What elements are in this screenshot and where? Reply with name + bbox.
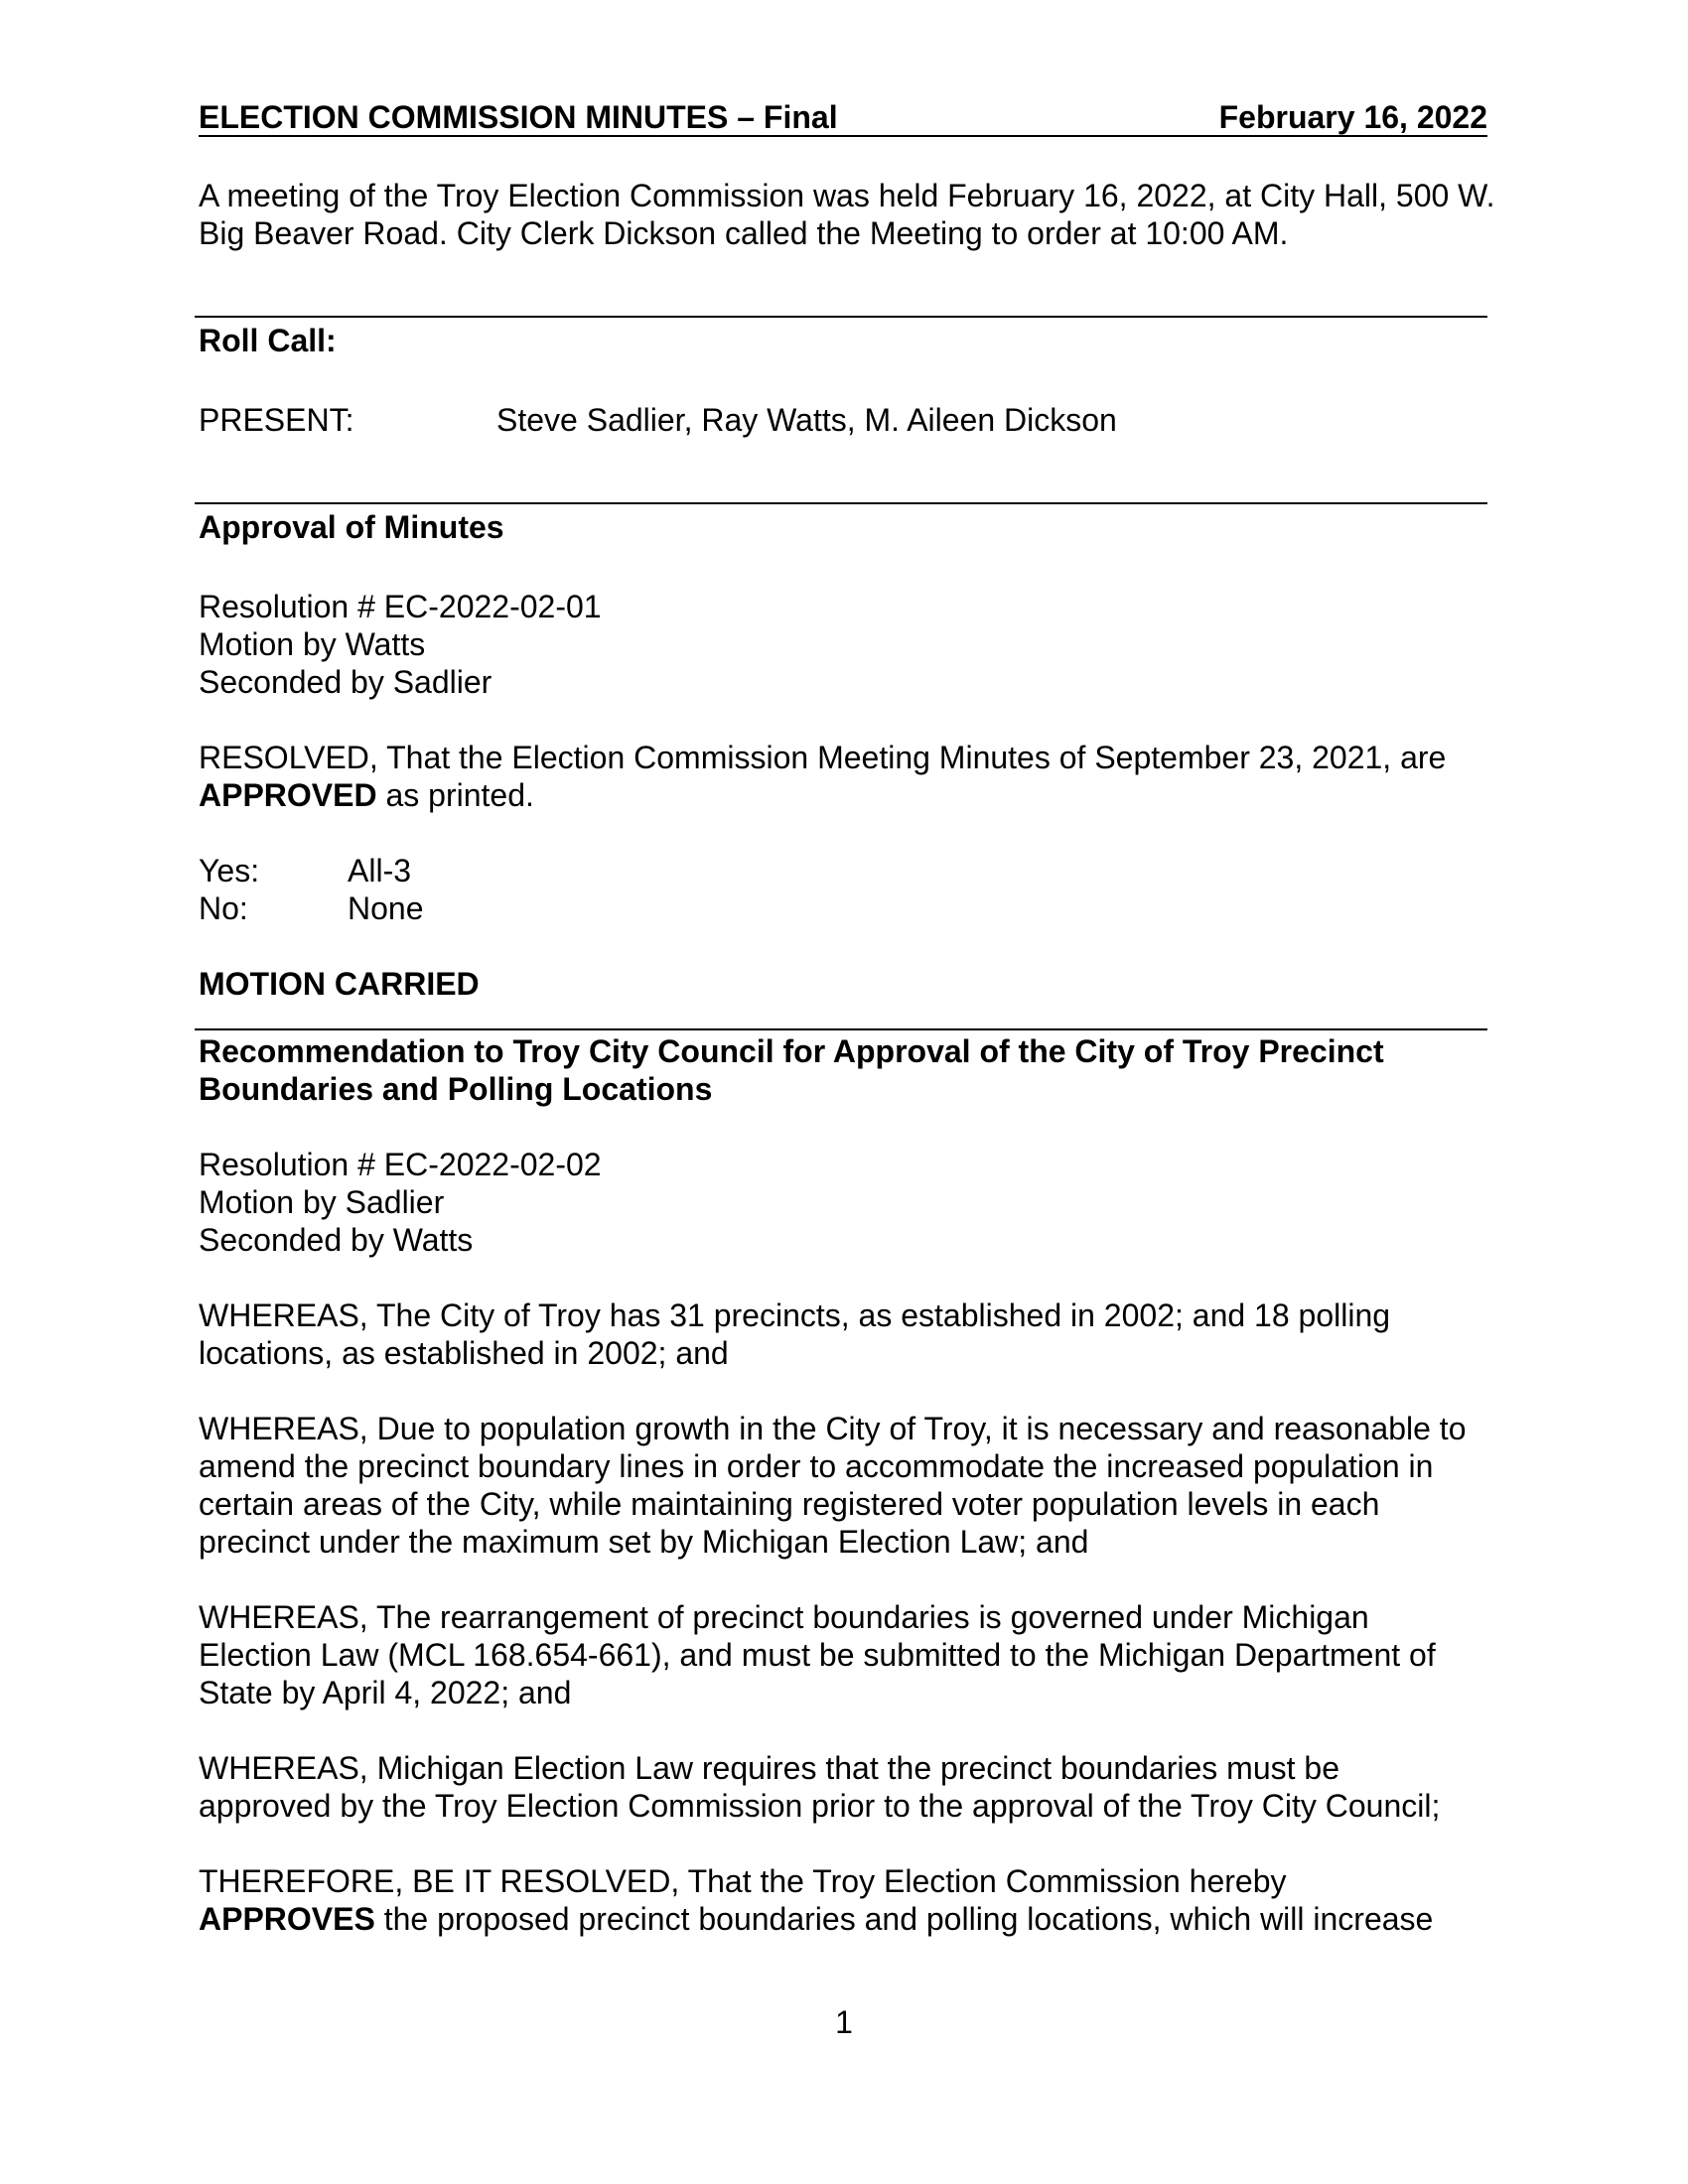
approval-seconded: Seconded by Sadlier [199, 664, 492, 700]
page-number: 1 [835, 2004, 853, 2040]
section-divider [195, 316, 1487, 318]
approval-heading: Approval of Minutes [199, 509, 504, 545]
recommendation-seconded: Seconded by Watts [199, 1222, 474, 1258]
therefore-paragraph [199, 1862, 1499, 1938]
therefore-text: THEREFORE, BE IT RESOLVED, That the Troy Election Commission hereby [199, 1863, 1287, 1899]
whereas-paragraph-3: WHEREAS, The rearrangement of precinct boundaries is governed under Michigan Election Law (MCL 168.654-661), and must be submitted to the Michigan Department of State by April 4, 2022; and [199, 1599, 1436, 1710]
whereas-paragraph-2: WHEREAS, Due to population growth in the City of Troy, it is necessary and reasonable to amend the precinct boundary lines in order to accommodate the increased population in certain areas of the City, while maintaining registered voter population levels in each precinct under the maximum set by Michigan Election Law; and [199, 1411, 1467, 1560]
roll-call-heading: Roll Call: [199, 323, 337, 358]
document-header [199, 99, 1487, 137]
intro-paragraph: A meeting of the Troy Election Commission was held February 16, 2022, at City Hall, 500 W. Big Beaver Road. City Clerk Dickson called the Meeting to order at 10:00 AM. [199, 178, 1495, 251]
recommendation-heading [199, 1032, 1499, 1108]
approval-resolved-text: RESOLVED, That the Election Commission Meeting Minutes of September 23, 2021, are [199, 740, 1447, 775]
no-label: No: [199, 890, 248, 926]
vote-yes-row [199, 852, 1499, 889]
recommendation-motion: Motion by Sadlier [199, 1184, 445, 1220]
motion-carried: MOTION CARRIED [199, 966, 480, 1002]
approval-resolution-number: Resolution # EC-2022-02-01 [199, 589, 602, 624]
document-page [199, 99, 1499, 1938]
recommendation-resolution-number: Resolution # EC-2022-02-02 [199, 1147, 602, 1182]
approval-resolved-paragraph [199, 739, 1499, 814]
yes-label: Yes: [199, 853, 260, 888]
present-label: PRESENT: [199, 402, 354, 438]
approves-keyword: APPROVES [199, 1901, 375, 1937]
meeting-date: February 16, 2022 [1218, 99, 1487, 135]
vote-no-row [199, 889, 1499, 927]
approval-motion: Motion by Watts [199, 626, 426, 662]
present-row [199, 401, 1499, 439]
present-names: Steve Sadlier, Ray Watts, M. Aileen Dickson [496, 402, 1117, 438]
yes-value: All-3 [348, 853, 412, 888]
approved-keyword: APPROVED [199, 777, 377, 813]
recommendation-heading-line1: Recommendation to Troy City Council for Approval of the City of Troy Precinct [199, 1033, 1384, 1069]
section-divider [195, 502, 1487, 504]
no-value: None [348, 890, 424, 926]
document-title: ELECTION COMMISSION MINUTES – Final [199, 99, 838, 135]
whereas-paragraph-4: WHEREAS, Michigan Election Law requires that the precinct boundaries must be approved by the Troy Election Commission prior to the approval of the Troy City Council; [199, 1750, 1441, 1824]
whereas-paragraph-1: WHEREAS, The City of Troy has 31 precincts, as established in 2002; and 18 polling locations, as established in 2002; and [199, 1297, 1391, 1371]
approved-rest: as printed. [376, 777, 534, 813]
section-divider [195, 1028, 1487, 1030]
recommendation-heading-line2: Boundaries and Polling Locations [199, 1071, 713, 1107]
approves-rest: the proposed precinct boundaries and polling locations, which will increase [374, 1901, 1434, 1937]
